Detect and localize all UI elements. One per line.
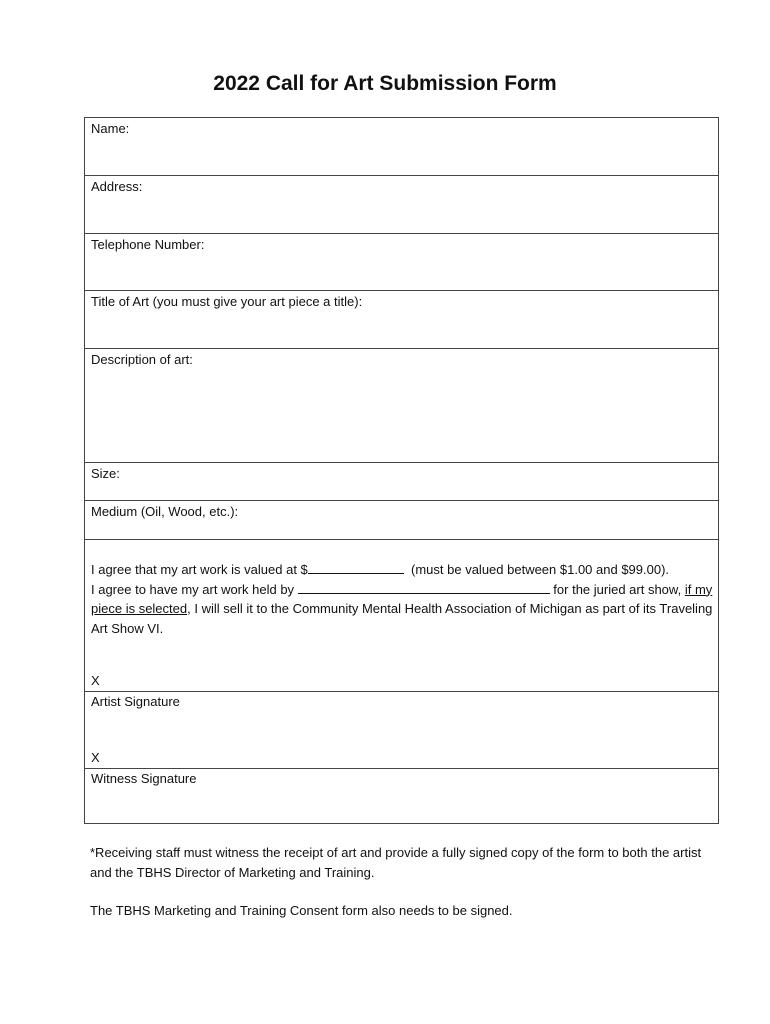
witness-signature-mark: X <box>91 750 100 765</box>
telephone-label: Telephone Number: <box>91 237 205 252</box>
name-field[interactable] <box>85 140 718 175</box>
agreement-row <box>85 539 718 691</box>
telephone-field[interactable] <box>85 256 718 290</box>
form-title: 2022 Call for Art Submission Form <box>213 72 557 95</box>
held-by-blank[interactable] <box>298 581 550 594</box>
address-field[interactable] <box>85 198 718 233</box>
size-label: Size: <box>91 466 120 481</box>
agreement-condition: if my piece is selected <box>91 581 713 616</box>
witness-signature-row <box>85 768 718 825</box>
agreement-line1-end: (must be valued between $1.00 and $99.00). <box>411 562 670 577</box>
agreement-line1-start: I agree that my art work is valued at $ <box>91 562 308 577</box>
agreement-line2-start: I agree to have my art work held by <box>91 581 295 597</box>
description-field[interactable] <box>85 371 718 462</box>
agreement-line3-rest: , I will sell it to the Community Mental Health Association of Michigan as part of its Traveling Art Show VI. <box>91 601 713 636</box>
submission-form <box>84 117 719 824</box>
artist-signature-mark: X <box>91 673 100 688</box>
name-row <box>85 118 718 175</box>
telephone-row <box>85 233 718 290</box>
consent-note: The TBHS Marketing and Training Consent form also needs to be signed. <box>90 903 513 918</box>
witness-signature-label: Witness Signature <box>91 771 197 786</box>
size-field[interactable] <box>85 485 718 500</box>
witness-signature-field[interactable] <box>85 791 718 825</box>
address-row <box>85 175 718 233</box>
valuation-blank[interactable] <box>308 561 404 574</box>
description-row <box>85 348 718 462</box>
artist-signature-field[interactable] <box>85 714 718 768</box>
size-row <box>85 462 718 500</box>
art-title-field[interactable] <box>85 313 718 348</box>
staff-note: *Receiving staff must witness the receipt of art and provide a fully signed copy of the form to both the artist and the TBHS Director of Marketing and Training. <box>90 845 702 880</box>
art-title-row <box>85 290 718 348</box>
artist-signature-row <box>85 691 718 768</box>
address-label: Address: <box>91 179 143 194</box>
art-title-label: Title of Art (you must give your art piece a title): <box>91 294 363 309</box>
name-label: Name: <box>91 121 130 136</box>
medium-row <box>85 500 718 539</box>
medium-field[interactable] <box>85 523 718 539</box>
medium-label: Medium (Oil, Wood, etc.): <box>91 504 239 519</box>
agreement-line2-end: for the juried art show, <box>553 581 682 597</box>
description-label: Description of art: <box>91 352 193 367</box>
artist-signature-label: Artist Signature <box>91 694 180 709</box>
agreement-text <box>91 560 715 638</box>
